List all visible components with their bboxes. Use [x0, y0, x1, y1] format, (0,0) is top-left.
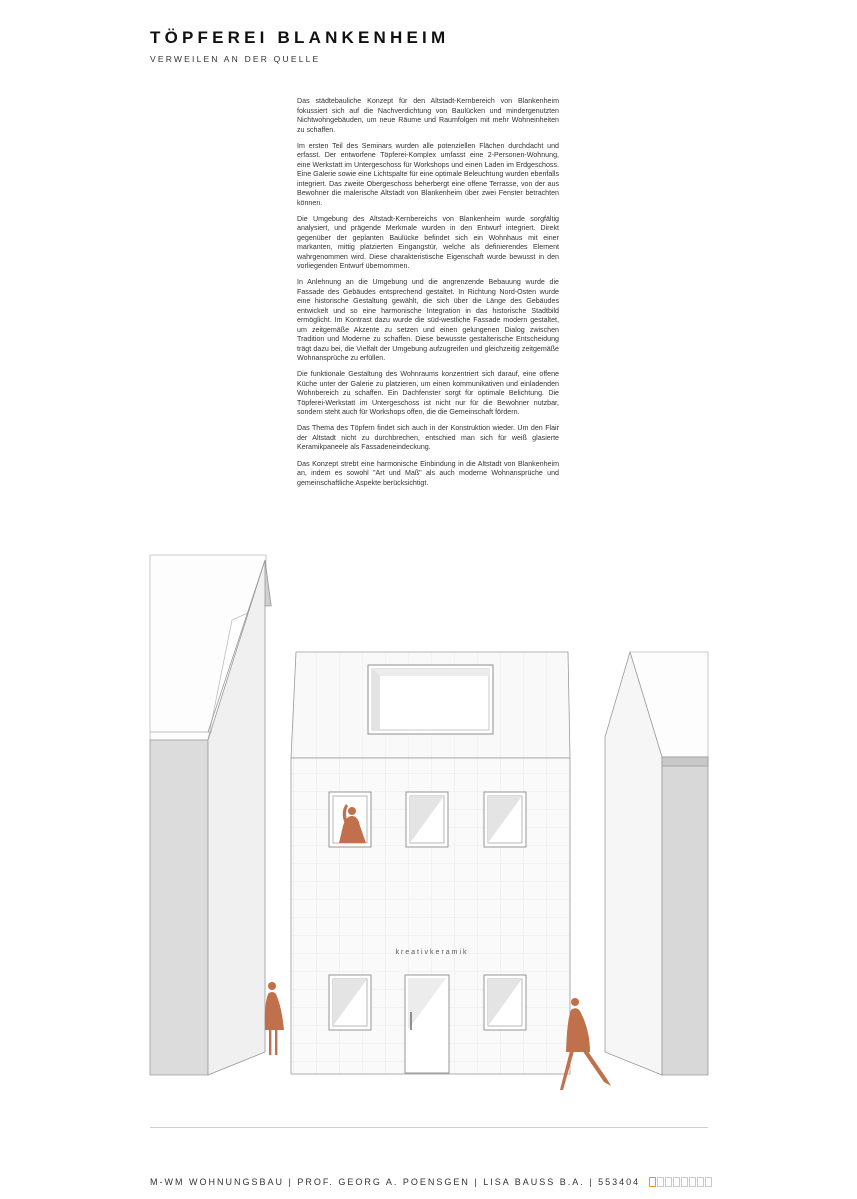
paragraph: Das Thema des Töpfern findet sich auch in der Konstruktion wieder. Um den Flair der Altstadt nicht zu durchbrechen, entschied man sich für weiß glasierte Keramikpaneele als Fassadeneindeckung.: [297, 424, 559, 452]
page-indicator-box: [649, 1177, 656, 1187]
paragraph: Im ersten Teil des Seminars wurden alle potenziellen Flächen durchdacht und erfasst. Der entworfene Töpferei-Komplex umfasst eine 2-Personen-Wohnung, eine Werkstatt im Untergeschoss für Workshops und einen Laden im Erdgeschoss. Eine Galerie sowie eine Lichtspalte für eine optimale Beleuchtung wurden ebenfalls integriert. Das zweite Obergeschoss beherbergt eine offene Terrasse, von der aus Bewohner die malerische Altstadt von Blankenheim über zwei Fenster betrachten können.: [297, 141, 559, 207]
window: [406, 792, 448, 847]
window: [484, 975, 526, 1030]
page-indicator-box: [681, 1177, 688, 1187]
page-title: TÖPFEREI BLANKENHEIM: [150, 28, 450, 47]
page-indicator-box: [657, 1177, 664, 1187]
page-indicator-box: [705, 1177, 712, 1187]
paragraph: Das Konzept strebt eine harmonische Einbindung in die Altstadt von Blankenheim an, indem es sowohl "Art und Maß" als auch moderne Wohnansprüche und gemeinschaftliche Aspekte berücksichtigt.: [297, 459, 559, 487]
page-indicator-box: [697, 1177, 704, 1187]
window: [484, 792, 526, 847]
roof-skylight: [368, 665, 493, 734]
person-left: [265, 982, 284, 1055]
footer-credits: M-WM WOHNUNGSBAU | PROF. GEORG A. POENSGEN | LISA BAUSS B.A. | 553404: [150, 1177, 641, 1187]
paragraph: Die funktionale Gestaltung des Wohnraums konzentriert sich darauf, eine offene Küche unter der Galerie zu platzieren, um einen kommunikativen und einladenden Wohnbereich zu schaffen. Ein Dachfenster sorgt für optimale Belichtung. Die Töpferei-Werkstatt im Untergeschoss ist nicht nur für die Bewohner nutzbar, sondern steht auch für Workshops offen, die die Gemeinschaft fördern.: [297, 370, 559, 417]
description-text: [297, 97, 559, 495]
page-indicator-box: [673, 1177, 680, 1187]
header: [150, 28, 449, 64]
paragraph: Das städtebauliche Konzept für den Altstadt-Kernbereich von Blankenheim fokussiert sich auf die Nachverdichtung von Baulücken und mindergenutzten Nichtwohngebäuden, um neue Räume und Raumfolgen mit mehr Wohneinheiten zu schaffen.: [297, 97, 559, 134]
left-neighbor-building: [150, 555, 271, 1075]
page-subtitle: VERWEILEN AN DER QUELLE: [150, 54, 321, 64]
entrance-door: [405, 975, 449, 1073]
page-indicator-box: [689, 1177, 696, 1187]
page-indicator-box: [665, 1177, 672, 1187]
paragraph: In Anlehnung an die Umgebung und die angrenzende Bebauung wurde die Fassade des Gebäudes entsprechend gestaltet. In Richtung Nord-Osten wurde eine historische Gestaltung gewählt, die sich über die Länge des Gebäudes entwickelt und so eine harmonische Integration in das historische Stadtbild ermöglicht. Im Kontrast dazu wurde die süd-westliche Fassade modern gestaltet, um zeitgemäße Akzente zu setzen und einen gelungenen Dialog zwischen Tradition und Moderne zu schaffen. Diese bewusste gestalterische Entscheidung trägt dazu bei, die Vielfalt der Umgebung aufzugreifen und gleichzeitig zeitgemäße Wohnansprüche zu erfüllen.: [297, 278, 559, 363]
right-neighbor-building: [605, 652, 708, 1075]
footer-divider: [150, 1127, 708, 1128]
facade-sign: kreativkeramik: [395, 949, 469, 956]
main-roof: [291, 652, 570, 758]
paragraph: Die Umgebung des Altstadt-Kernbereichs von Blankenheim wurde sorgfältig analysiert, und prägende Merkmale wurden in den Entwurf integriert. Direkt gegenüber der geplanten Baulücke befindet sich ein Wohnhaus mit einer markanten, mittig platzierten Eingangstür, welche als definierendes Element wahrgenommen wird. Diese charakteristische Eigenschaft wurde bewusst in den vorliegenden Entwurf übernommen.: [297, 214, 559, 271]
window: [329, 975, 371, 1030]
facade-drawing: [0, 540, 857, 1100]
page-indicator: [649, 1177, 712, 1187]
